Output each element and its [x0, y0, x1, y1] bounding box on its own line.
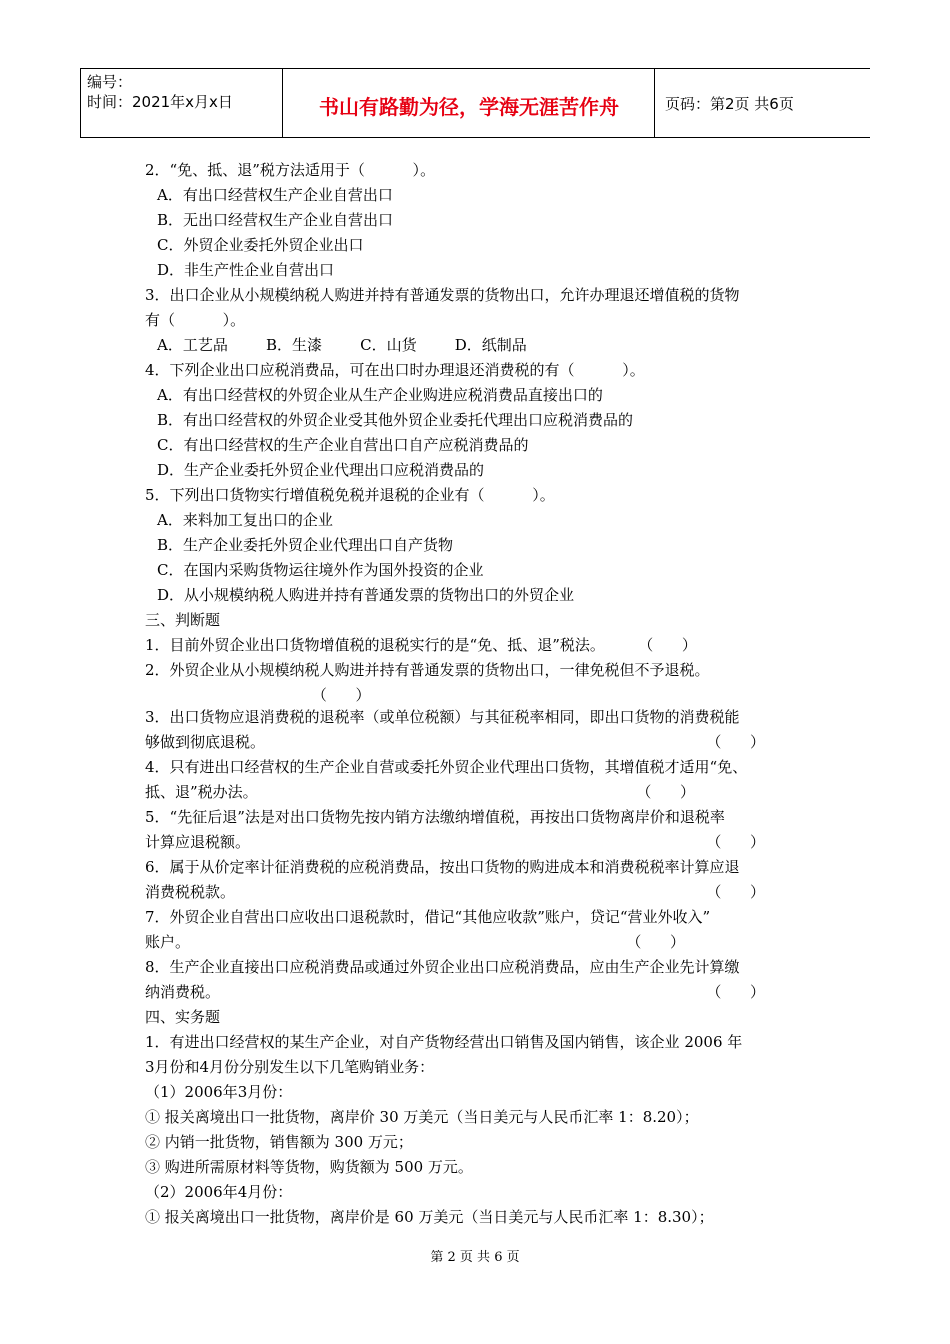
section-heading-practice: 四、实务题: [145, 1008, 221, 1026]
option-line: D．非生产性企业自营出口: [157, 261, 335, 279]
judgment-6-line-2: [145, 880, 815, 905]
judgment-4-line-1: 4．只有进出口经营权的生产企业自营或委托外贸企业代理出口货物，其增值税才适用“免、: [145, 758, 748, 776]
header-motto: 书山有路勤为径，学海无涯苦作舟: [319, 95, 619, 119]
answer-bracket: （ ）: [706, 983, 765, 1001]
judgment-5-line-1: 5．“先征后退”法是对出口货物先按内销方法缴纳增值税，再按出口货物离岸价和退税率: [145, 808, 725, 826]
answer-bracket: （ ）: [626, 933, 685, 951]
judgment-text: 抵、退”税办法。: [145, 783, 258, 801]
question-4: 4．下列企业出口应税消费品，可在出口时办理退还消费税的有（ ）。: [145, 361, 645, 379]
answer-bracket: （ ）: [636, 783, 695, 801]
judgment-8-line-2: [145, 980, 815, 1005]
judgment-7-line-2: [145, 930, 815, 955]
transaction-item: ① 报关离境出口一批货物，离岸价 30 万美元（当日美元与人民币汇率 1：8.20）；: [145, 1108, 699, 1126]
option-line: D．生产企业委托外贸企业代理出口应税消费品的: [157, 461, 485, 479]
question-5: 5．下列出口货物实行增值税免税并退税的企业有（ ）。: [145, 486, 555, 504]
month-heading: （2）2006年4月份：: [145, 1183, 293, 1201]
transaction-item: ③ 购进所需原材料等货物，购货额为 500 万元。: [145, 1158, 473, 1176]
option-line: C．有出口经营权的生产企业自营出口自产应税消费品的: [157, 436, 529, 454]
judgment-5-line-2: [145, 830, 815, 855]
practice-1-line-2: 3月份和4月份分别发生以下几笔购销业务：: [145, 1058, 435, 1076]
question-2: 2．“免、抵、退”税方法适用于（ ）。: [145, 161, 436, 179]
answer-bracket: （ ）: [706, 733, 765, 751]
header-page-cell: [654, 69, 871, 137]
page-header: [80, 68, 870, 138]
answer-bracket: （ ）: [706, 883, 765, 901]
judgment-3-line-2: [145, 730, 815, 755]
option-line: A．有出口经营权的外贸企业从生产企业购进应税消费品直接出口的: [157, 386, 603, 404]
judgment-6-line-1: 6．属于从价定率计征消费税的应税消费品，按出口货物的购进成本和消费税税率计算应退: [145, 858, 740, 876]
judgment-text: 账户。: [145, 933, 191, 951]
option-line: B．无出口经营权生产企业自营出口: [157, 211, 394, 229]
header-page-info: 页码：第2页 共6页: [665, 95, 794, 113]
option-line: B．有出口经营权的外贸企业受其他外贸企业委托代理出口应税消费品的: [157, 411, 634, 429]
answer-bracket: （ ）: [706, 833, 765, 851]
option-line: D．从小规模纳税人购进并持有普通发票的货物出口的外贸企业: [157, 586, 575, 604]
answer-bracket: （ ）: [145, 686, 371, 704]
option-line: C．在国内采购货物运往境外作为国外投资的企业: [157, 561, 484, 579]
question-3-options: A．工艺品 B．生漆 C．山货 D．纸制品: [157, 336, 527, 354]
practice-1-line-1: 1．有进出口经营权的某生产企业，对自产货物经营出口销售及国内销售，该企业 2006 年: [145, 1033, 743, 1051]
option-line: A．来料加工复出口的企业: [157, 511, 333, 529]
section-heading-judgment: 三、判断题: [145, 611, 221, 629]
judgment-1: 1．目前外贸企业出口货物增值税的退税实行的是“免、抵、退”税法。 （ ）: [145, 636, 697, 654]
document-number-label: 编号：: [87, 73, 133, 91]
judgment-text: 够做到彻底退税。: [145, 733, 266, 751]
header-motto-cell: [282, 69, 655, 137]
question-3-line-2: 有（ ）。: [145, 311, 246, 329]
judgment-2: 2．外贸企业从小规模纳税人购进并持有普通发票的货物出口，一律免税但不予退税。: [145, 661, 710, 679]
page-footer: 第 2 页 共 6 页: [430, 1250, 520, 1265]
transaction-item: ② 内销一批货物，销售额为 300 万元；: [145, 1133, 413, 1151]
judgment-4-line-2: [145, 780, 815, 805]
judgment-3-line-1: 3．出口货物应退消费税的退税率（或单位税额）与其征税率相同，即出口货物的消费税能: [145, 708, 740, 726]
judgment-text: 消费税税款。: [145, 883, 236, 901]
judgment-8-line-1: 8．生产企业直接出口应税消费品或通过外贸企业出口应税消费品，应由生产企业先计算缴: [145, 958, 740, 976]
judgment-text: 纳消费税。: [145, 983, 221, 1001]
question-3-line-1: 3．出口企业从小规模纳税人购进并持有普通发票的货物出口，允许办理退还增值税的货物: [145, 286, 740, 304]
document-date-label: 时间：2021年x月x日: [87, 93, 233, 111]
option-line: A．有出口经营权生产企业自营出口: [157, 186, 393, 204]
document-body: [145, 158, 815, 1230]
judgment-text: 计算应退税额。: [145, 833, 251, 851]
month-heading: （1）2006年3月份：: [145, 1083, 293, 1101]
option-line: C．外贸企业委托外贸企业出口: [157, 236, 364, 254]
header-info-cell: [80, 69, 283, 137]
transaction-item: ① 报关离境出口一批货物，离岸价是 60 万美元（当日美元与人民币汇率 1：8.30）；: [145, 1208, 714, 1226]
judgment-7-line-1: 7．外贸企业自营出口应收出口退税款时，借记“其他应收款”账户，贷记“营业外收入”: [145, 908, 711, 926]
option-line: B．生产企业委托外贸企业代理出口自产货物: [157, 536, 454, 554]
